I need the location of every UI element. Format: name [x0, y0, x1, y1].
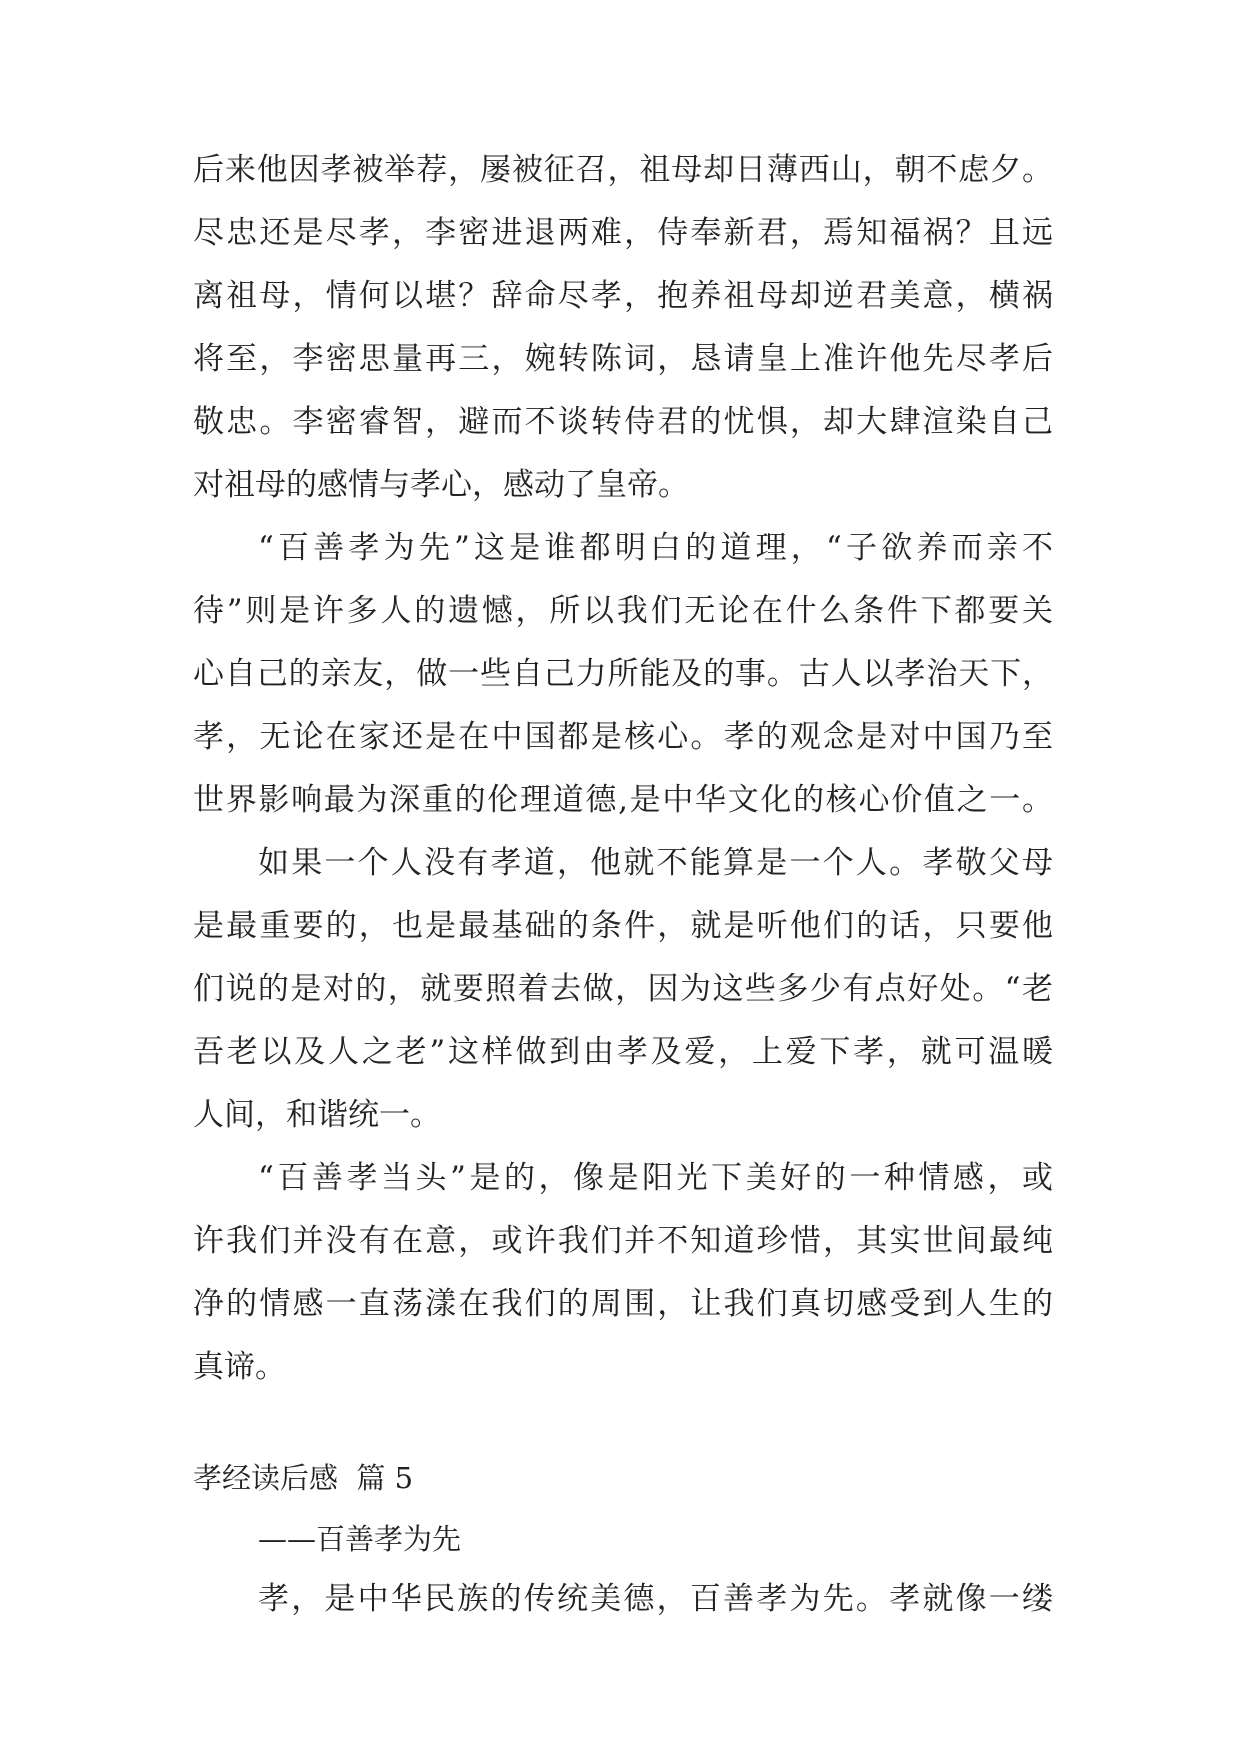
text-line: 离祖母，情何以堪？辞命尽孝，抱养祖母却逆君美意，横祸 — [193, 278, 1053, 314]
text-line: 真谛。 — [193, 1349, 286, 1385]
text-line: 孝，是中华民族的传统美德，百善孝为先。孝就像一缕 — [258, 1581, 1053, 1617]
text-line: 世界影响最为深重的伦理道德,是中华文化的核心价值之一。 — [193, 782, 1053, 818]
text-line: 吾老以及人之老”这样做到由孝及爱，上爱下孝，就可温暖 — [193, 1034, 1053, 1070]
text-line: 是最重要的，也是最基础的条件，就是听他们的话，只要他 — [193, 908, 1053, 944]
text-line: “百善孝当头”是的，像是阳光下美好的一种情感，或 — [258, 1160, 1053, 1196]
text-line: 孝，无论在家还是在中国都是核心。孝的观念是对中国乃至 — [193, 719, 1053, 755]
text-line: 许我们并没有在意，或许我们并不知道珍惜，其实世间最纯 — [193, 1223, 1053, 1259]
text-line: 对祖母的感情与孝心，感动了皇帝。 — [193, 467, 689, 503]
section-subtitle: ——百善孝为先 — [258, 1522, 462, 1556]
text-line: 如果一个人没有孝道，他就不能算是一个人。孝敬父母 — [258, 845, 1053, 881]
text-line: 心自己的亲友，做一些自己力所能及的事。古人以孝治天下， — [193, 656, 1053, 692]
text-line: 待”则是许多人的遗憾，所以我们无论在什么条件下都要关 — [193, 593, 1053, 629]
text-line: 敬忠。李密睿智，避而不谈转侍君的忧惧，却大肆渲染自己 — [193, 404, 1053, 440]
text-line: 将至，李密思量再三，婉转陈词，恳请皇上准许他先尽孝后 — [193, 341, 1053, 377]
text-line: 们说的是对的，就要照着去做，因为这些多少有点好处。“老 — [193, 971, 1053, 1007]
text-line: 人间，和谐统一。 — [193, 1097, 441, 1133]
text-line: 尽忠还是尽孝，李密进退两难，侍奉新君，焉知福祸？且远 — [193, 215, 1053, 251]
text-line: “百善孝为先”这是谁都明白的道理，“子欲养而亲不 — [258, 530, 1053, 566]
text-line: 净的情感一直荡漾在我们的周围，让我们真切感受到人生的 — [193, 1286, 1053, 1322]
text-line: 后来他因孝被举荐，屡被征召，祖母却日薄西山，朝不虑夕。 — [193, 152, 1053, 188]
section-title: 孝经读后感 篇 5 — [193, 1461, 414, 1495]
